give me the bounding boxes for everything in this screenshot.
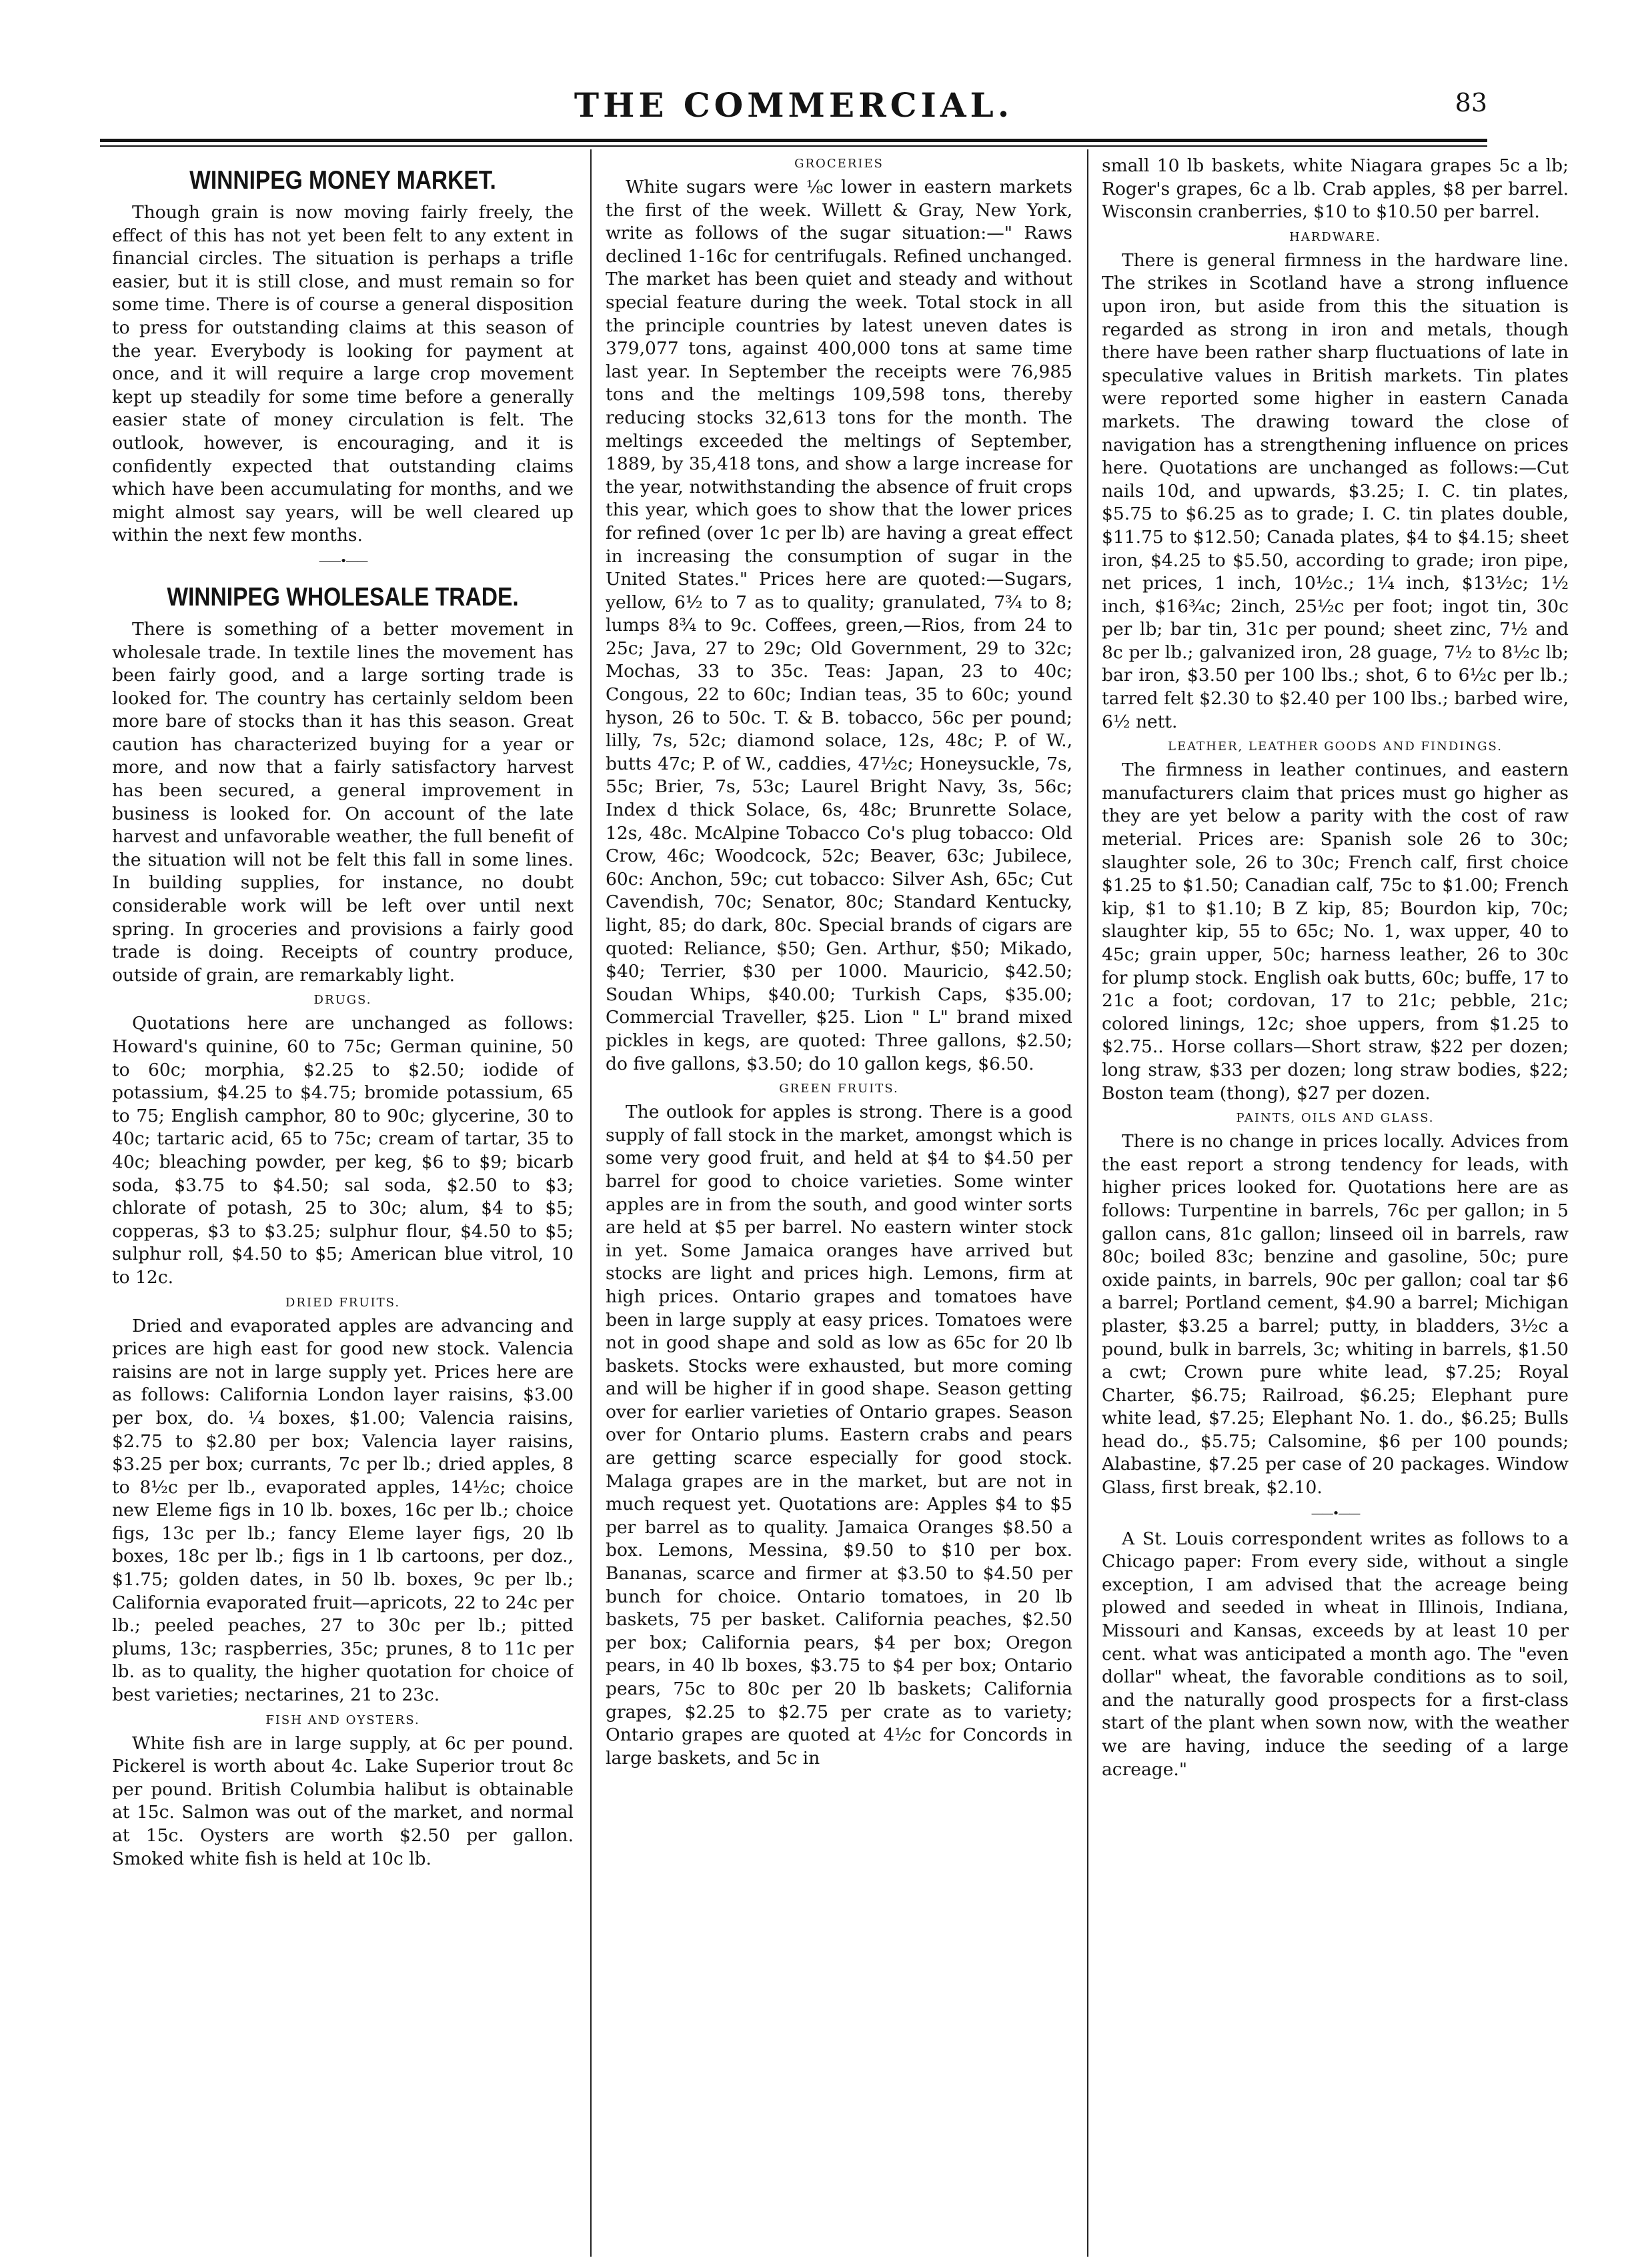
- article-heading-money-market: WINNIPEG MONEY MARKET.: [189, 166, 496, 195]
- article-paragraph: The firmness in leather continues, and eastern manufacturers claim that prices must go higher as they are yet below a parity with the cost of raw meterial. Prices are: Spanish sole 26 to 30c; slaughter sole, 26 to 30c; French calf, first choice $1.25 to $1.50; Canadian calf, 75c to $1.00; French kip, $1 to $1.10; B Z kip, 85; Bourdon kip, 70c; slaughter kip, 55 to 65c; No. 1, wax upper, 40 to 45c; grain upper, 50c; harness leather, 26 to 30c for plump stock. English oak butts, 60c; buffe, 17 to 21c a foot; cordovan, 17 to 21c; pebble, 21c; colored linings, 12c; shoe uppers, from $1.25 to $2.75.. Horse collars—Short straw, $22 per dozen; long straw, $33 per dozen; long straw bodies, $22; Boston team (thong), $27 per dozen.: [1102, 760, 1569, 1104]
- article-heading-wholesale-trade: WINNIPEG WHOLESALE TRADE.: [167, 582, 519, 612]
- subheading-hardware: HARDWARE.: [1289, 229, 1381, 244]
- article-paragraph-continued: small 10 lb baskets, white Niagara grapes 5c a lb; Roger's grapes, 6c a lb. Crab apples, $8 per barrel. Wisconsin cranberries, $10 to $10.50 per barrel.: [1102, 155, 1569, 223]
- article-paragraph: A St. Louis correspondent writes as follows to a Chicago paper: From every side, without a single exception, I am advised that the acreage being plowed and seeded in wheat in Illinois, Indiana, Missouri and Kansas, exceeds by at least 10 per cent. what was anticipated a month ago. The "even dollar" wheat, the favorable conditions as to soil, and the naturally good prospects for a first-class start of the plant when sown now, with the weather we are having, induce the seeding of a large acreage.": [1102, 1528, 1569, 1780]
- article-paragraph: There is something of a better movement in wholesale trade. In textile lines the movement has been fairly good, and a large sorting trade is looked for. The country has certainly seldom been more bare of stocks than it has this season. Great caution has characterized buying for a year or more, and now that a fairly satisfactory harvest has been secured, a general improvement in business is looked for. On account of the late harvest and unfavorable weather, the full benefit of the situation will not be felt this fall in some lines. In building supplies, for instance, no doubt considerable work will be left over until next spring. In groceries and provisions a fairly good trade is doing. Receipts of country produce, outside of grain, are remarkably light.: [112, 618, 574, 986]
- newspaper-title: THE COMMERCIAL.: [574, 85, 1014, 125]
- section-separator: ——•——: [318, 553, 367, 568]
- masthead: [100, 73, 1487, 140]
- subheading-groceries: GROCERIES: [794, 157, 884, 171]
- subheading-paints: PAINTS, OILS AND GLASS.: [1236, 1111, 1435, 1126]
- column-1: [112, 155, 574, 2255]
- article-paragraph: Though grain is now moving fairly freely, the effect of this has not yet been felt to any extent in financial circles. The situation is perhaps a trifle easier, but it is still close, and must remain so for some time. There is of course a general disposition to press for outstanding claims at this season of the year. Everybody is looking for payment at once, and it will require a large crop movement kept up steadily for some time before a generally easier state of money circulation is felt. The outlook, however, is encouraging, and it is confidently expected that outstanding claims which have been accumulating for months, and we might almost say years, will be well cleared up within the next few months.: [112, 202, 574, 546]
- article-paragraph: There is general firmness in the hardware line. The strikes in Scotland have a strong influence upon iron, but aside from this the situation is regarded as strong in iron and metals, though there have been rather sharp fluctuations of late in speculative values in British markets. Tin plates were reported some higher in eastern Canada markets. The drawing toward the close of navigation has a strengthening influence on prices here. Quotations are unchanged as follows:—Cut nails 10d, and upwards, $3.25; I. C. tin plates, $5.75 to $6.25 as to grade; I. C. tin plates double, $11.75 to $12.50; Canada plates, $4 to $4.15; sheet iron, $4.25 to $5.50, according to grade; iron pipe, net prices, 1 inch, 10½c.; 1¼ inch, $13½c; 1½ inch, $16¾c; 2inch, 25½c per foot; ingot tin, 30c per lb; bar tin, 31c per pound; sheet zinc, 7½ and 8c per lb.; galvanized iron, 28 guage, 7½ to 8½c lb; bar iron, $3.50 per 100 lbs.; shot, 6 to 6½c per lb.; tarred felt $2.30 to $2.40 per 100 lbs.; barbed wire, 6½ nett.: [1102, 249, 1569, 732]
- article-paragraph: There is no change in prices locally. Advices from the east report a strong tendency for leads, with higher prices looked for. Quotations here are as follows: Turpentine in barrels, 76c per gallon; in 5 gallon cans, 81c gallon; linseed oil in barrels, raw 80c; boiled 83c; benzine and gasoline, 50c; pure oxide paints, in barrels, 90c per gallon; coal tar $6 a barrel; Portland cement, $4.90 a barrel; Michigan plaster, $3.25 a barrel; putty, in bladders, 3½c a pound, bulk in barrels, 3c; whiting in barrels, $1.50 a cwt; Crown pure white lead, $7.25; Royal Charter, $6.75; Railroad, $6.25; Elephant pure white lead, $7.25; Elephant No. 1. do., $6.25; Bulls head do., $5.75; Calsomine, $6 per 100 pounds; Alabastine, $7.25 per case of 20 packages. Window Glass, first break, $2.10.: [1102, 1131, 1569, 1498]
- header-rule-thin: [100, 145, 1487, 147]
- column-divider: [590, 149, 592, 2257]
- column-2: [606, 155, 1072, 2255]
- subheading-dried-fruits: DRIED FRUITS.: [285, 1295, 401, 1310]
- page-number: 83: [1455, 88, 1487, 117]
- column-divider: [1087, 149, 1088, 2257]
- subheading-fish-oysters: FISH AND OYSTERS.: [265, 1713, 420, 1727]
- article-paragraph: White fish are in large supply, at 6c per pound. Pickerel is worth about 4c. Lake Superior trout 8c per pound. British Columbia halibut is obtainable at 15c. Salmon was out of the market, and normal at 15c. Oysters are worth $2.50 per gallon. Smoked white fish is held at 10c lb.: [112, 1733, 574, 1869]
- article-paragraph: White sugars were ⅛c lower in eastern markets the first of the week. Willett & Gray, New York, write as follows of the sugar situation:—" Raws declined 1-16c for centrifugals. Refined unchanged. The market has been quiet and steady and without special feature during the week. Total stock in all the principle countries by latest uneven dates is 379,077 tons, against 400,000 tons at same time last year. In September the receipts were 76,985 tons and the meltings 109,598 tons, thereby reducing stocks 32,613 tons for the month. The meltings exceeded the meltings of September, 1889, by 35,418 tons, and show a large increase for the year, notwithstanding the absence of fruit crops this year, which goes to show that the lower prices for refined (over 1c per lb) are having a great effect in increasing the consumption of sugar in the United States." Prices here are quoted:—Sugars, yellow, 6½ to 7 as to quality; granulated, 7¾ to 8; lumps 8¾ to 9c. Coffees, green,—Rios, from 24 to 25c; Java, 27 to 29c; Old Government, 29 to 32c; Mochas, 33 to 35c. Teas: Japan, 23 to 40c; Congous, 22 to 60c; Indian teas, 35 to 60c; yound hyson, 26 to 50c. T. & B. tobacco, 56c per pound; lilly, 7s, 52c; diamond solace, 12s, 48c; P. of W., butts 47c; P. of W., caddies, 47½c; Honeysuckle, 7s, 55c; Brier, 7s, 53c; Laurel Bright Navy, 3s, 56c; Index d thick Solace, 6s, 48c; Brunrette Solace, 12s, 48c. McAlpine Tobacco Co's plug tobacco: Old Crow, 46c; Woodcock, 52c; Beaver, 63c; Jubilece, 60c: Anchon, 59c; cut tobacco: Silver Ash, 65c; Cut Cavendish, 70c; Senator, 80c; Standard Kentucky, light, 85; do dark, 80c. Special brands of cigars are quoted: Reliance, $50; Gen. Arthur, $50; Mikado, $40; Terrier, $30 per 1000. Mauricio, $42.50; Soudan Whips, $40.00; Turkish Caps, $35.00; Commercial Traveller, $25. Lion " L" brand mixed pickles in kegs, are quoted: Three gallons, $2.50; do five gallons, $3.50; do 10 gallon kegs, $6.50.: [606, 177, 1072, 1074]
- article-paragraph: Dried and evaporated apples are advancing and prices are high east for good new stock. Valencia raisins are not in large supply yet. Prices here are as follows: California London layer raisins, $3.00 per box, do. ¼ boxes, $1.00; Valencia raisins, $2.75 to $2.80 per box; Valencia layer raisins, $3.25 per box; currants, 7c per lb.; dried apples, 8 to 8½c per lb., evaporated apples, 14½c; choice new Eleme figs in 10 lb. boxes, 16c per lb.; choice figs, 13c per lb.; fancy Eleme layer figs, 20 lb boxes, 18c per lb.; figs in 1 lb cartoons, per doz., $1.75; golden dates, in 50 lb. boxes, 9c per lb.; California evaporated fruit—apricots, 22 to 24c per lb.; peeled peaches, 27 to 30c per lb.; pitted plums, 13c; raspberries, 35c; prunes, 8 to 11c per lb. as to quality, the higher quotation for choice of best varieties; nectarines, 21 to 23c.: [112, 1315, 574, 1706]
- header-rule-thick: [100, 139, 1487, 142]
- section-separator: ——•——: [1311, 1506, 1360, 1520]
- subheading-green-fruits: GREEN FRUITS.: [779, 1082, 899, 1096]
- subheading-leather: LEATHER, LEATHER GOODS AND FINDINGS.: [1168, 740, 1503, 754]
- column-3: [1102, 155, 1569, 2255]
- article-paragraph: The outlook for apples is strong. There is a good supply of fall stock in the market, amongst which is some very good fruit, and held at $4 to $4.50 per barrel for good to choice varieties. Some winter apples are in from the south, and good winter sorts are held at $5 per barrel. No eastern winter stock in yet. Some Jamaica oranges have arrived but stocks are light and prices high. Lemons, firm at high prices. Ontario grapes and tomatoes have been in large supply at easy prices. Tomatoes were not in good shape and sold as low as 65c for 20 lb baskets. Stocks were exhausted, but more coming and will be higher if in good shape. Season getting over for earlier varieties of Ontario grapes. Season over for Ontario plums. Eastern crabs and pears are getting scarce especially for good stock. Malaga grapes are in the market, but are not in much request yet. Quotations are: Apples $4 to $5 per barrel as to quality. Jamaica Oranges $8.50 a box. Lemons, Messina, $9.50 to $10 per box. Bananas, scarce and firmer at $3.50 to $4.50 per bunch for choice. Ontario tomatoes, in 20 lb baskets, 75 per basket. California peaches, $2.50 per box; California pears, $4 per box; Oregon pears, in 40 lb boxes, $3.75 to $4 per box; Ontario pears, 75c to 80c per 20 lb baskets; California grapes, $2.25 to $2.75 per crate as to variety; Ontario grapes are quoted at 4½c for Concords in large baskets, and 5c in: [606, 1102, 1072, 1769]
- article-paragraph: Quotations here are unchanged as follows: Howard's quinine, 60 to 75c; German quinine, 50 to 60c; morphia, $2.25 to $2.50; iodide of potassium, $4.25 to $4.75; bromide potassium, 65 to 75; English camphor, 80 to 90c; glycerine, 30 to 40c; tartaric acid, 65 to 75c; cream of tartar, 35 to 40c; bleaching powder, per keg, $6 to $9; bicarb soda, $3.75 to $4.50; sal soda, $2.50 to $3; chlorate of potash, 25 to 30c; alum, $4 to $5; copperas, $3 to $3.25; sulphur flour, $4.50 to $5; sulphur roll, $4.50 to $5; American blue vitrol, 10 to 12c.: [112, 1013, 574, 1288]
- subheading-drugs: DRUGS.: [313, 993, 372, 1008]
